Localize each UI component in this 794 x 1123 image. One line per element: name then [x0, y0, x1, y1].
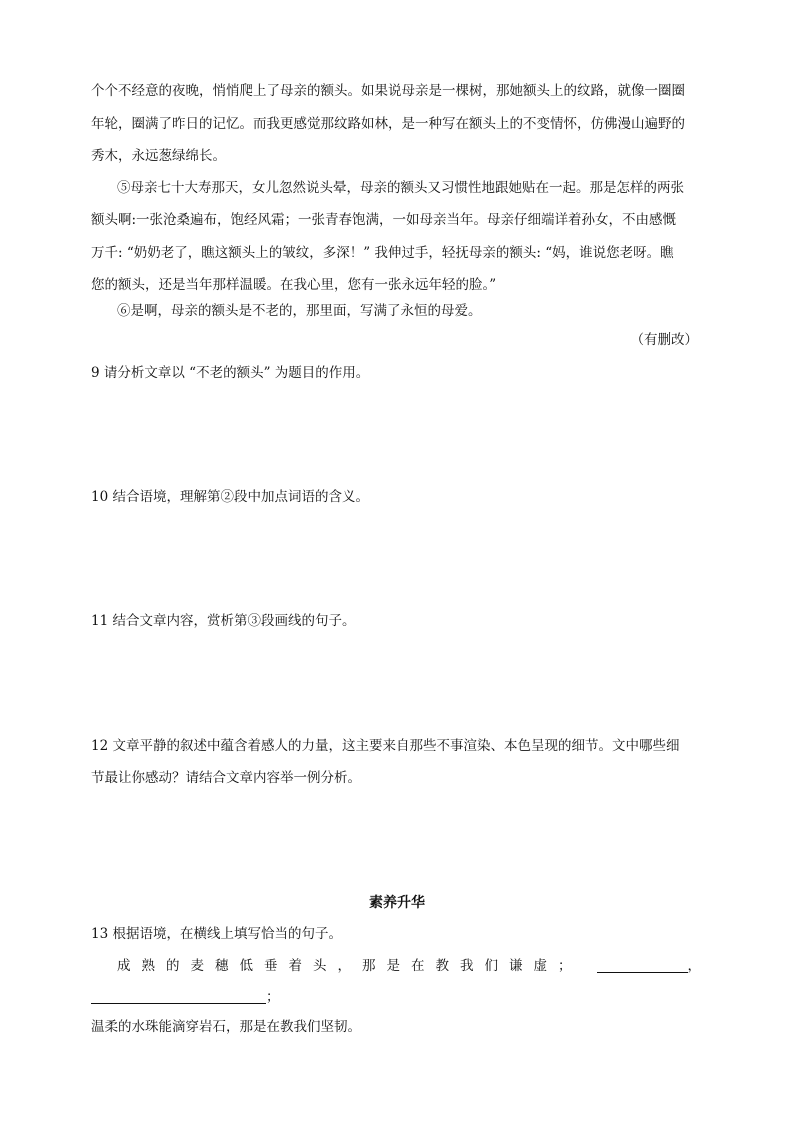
passage-p4-line1: 个个不经意的夜晚，悄悄爬上了母亲的额头。如果说母亲是一棵树，那她额头上的纹路，就像一圈圈	[91, 83, 685, 99]
passage-p5-line4: 您的额头，还是当年那样温暖。在我心里，您有一张永远年轻的脸。”	[91, 277, 497, 293]
passage-p5-line1: ⑤母亲七十大寿那天，女儿忽然说头晕，母亲的额头又习惯性地跟她贴在一起。那是怎样的两张	[117, 180, 684, 196]
passage-p4-line3: 秀木，永远葱绿绵长。	[91, 148, 226, 164]
q13-comma: ，	[687, 957, 701, 974]
source-note: （有删改）	[630, 332, 698, 348]
question-9: 9 请分析文章以 “不老的额头” 为题目的作用。	[91, 365, 370, 381]
q13-semicolon: ；	[266, 988, 280, 1005]
q13-sentence-start: 成熟的麦穗低垂着头，那是在教我们谦虚；	[117, 957, 583, 974]
question-10: 10 结合语境，理解第②段中加点词语的含义。	[91, 489, 369, 505]
question-12-line1: 12 文章平静的叙述中蕴含着感人的力量，这主要来自那些不事渲染、本色呈现的细节。文中哪些细	[91, 738, 680, 754]
passage-p5-line3: 万千: “奶奶老了，瞧这额头上的皱纹，多深！” 我伸过手，轻抚母亲的额头: “妈，谁说您老呀。瞧	[91, 245, 674, 261]
passage-p4-line2: 年轮，圈满了昨日的记忆。而我更感觉那纹路如林，是一种写在额头上的不变情怀，仿佛漫山遍野的	[91, 116, 685, 132]
question-13-final-line: 温柔的水珠能滴穿岩石，那是在教我们坚韧。	[91, 1019, 361, 1035]
question-13-blank-line	[91, 989, 280, 1004]
answer-blank-2[interactable]	[91, 989, 266, 1004]
passage-p5-line2: 额头啊:一张沧桑遍布，饱经风霜；一张青春饱满，一如母亲当年。母亲仔细端详着孙女，不由感慨	[91, 212, 677, 228]
answer-blank-1[interactable]	[597, 958, 688, 973]
passage-p6-line1: ⑥是啊，母亲的额头是不老的，那里面，写满了永恒的母爱。	[117, 303, 482, 319]
question-13-sentence	[117, 958, 701, 973]
question-12-line2: 节最让你感动？请结合文章内容举一例分析。	[91, 770, 361, 786]
question-13-prompt: 13 根据语境，在横线上填写恰当的句子。	[91, 926, 342, 942]
question-11: 11 结合文章内容，赏析第③段画线的句子。	[91, 613, 356, 629]
section-heading: 素养升华	[369, 895, 425, 911]
